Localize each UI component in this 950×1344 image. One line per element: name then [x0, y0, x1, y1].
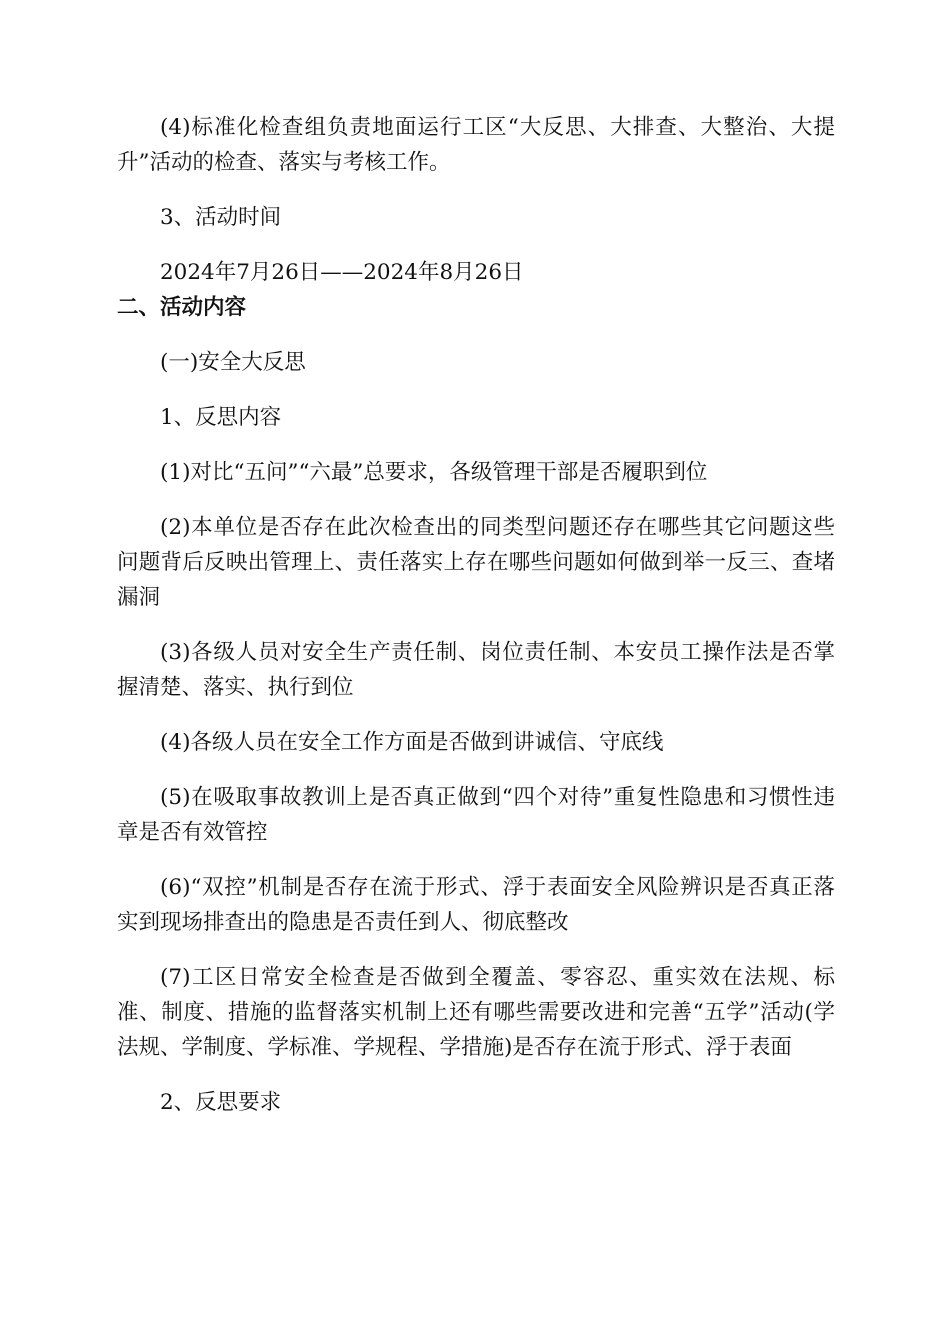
paragraph-item-6: (6)“双控”机制是否存在流于形式、浮于表面安全风险辨识是否真正落实到现场排查出的隐患是否责任到人、彻底整改: [117, 875, 835, 935]
paragraph-item-7: (7)工区日常安全检查是否做到全覆盖、零容忍、重实效在法规、标准、制度、措施的监督落实机制上还有哪些需要改进和完善“五学”活动(学法规、学制度、学标准、学规程、学措施)是否存在流于形式、浮于表面: [117, 965, 835, 1060]
paragraph-reflection-content-title: 1、反思内容: [160, 405, 282, 430]
paragraph-item-4: (4)各级人员在安全工作方面是否做到讲诚信、守底线: [160, 730, 664, 755]
paragraph-activity-time-range: 2024年7月26日——2024年8月26日: [160, 260, 524, 285]
paragraph-activity-time-title: 3、活动时间: [160, 205, 282, 230]
section-heading-activity-content: 二、活动内容: [117, 295, 247, 320]
paragraph-inspection-group: (4)标准化检查组负责地面运行工区“大反思、大排查、大整治、大提升”活动的检查、落实与考核工作。: [117, 115, 835, 175]
paragraph-safety-reflection: (一)安全大反思: [160, 350, 306, 375]
paragraph-reflection-requirements-title: 2、反思要求: [160, 1090, 282, 1115]
paragraph-item-2: (2)本单位是否存在此次检查出的同类型问题还存在哪些其它问题这些问题背后反映出管理上、责任落实上存在哪些问题如何做到举一反三、查堵漏洞: [117, 515, 835, 610]
paragraph-item-3: (3)各级人员对安全生产责任制、岗位责任制、本安员工操作法是否掌握清楚、落实、执行到位: [117, 640, 835, 700]
paragraph-item-1: (1)对比“五问”“六最”总要求，各级管理干部是否履职到位: [160, 460, 708, 485]
paragraph-item-5: (5)在吸取事故教训上是否真正做到“四个对待”重复性隐患和习惯性违章是否有效管控: [117, 785, 835, 845]
